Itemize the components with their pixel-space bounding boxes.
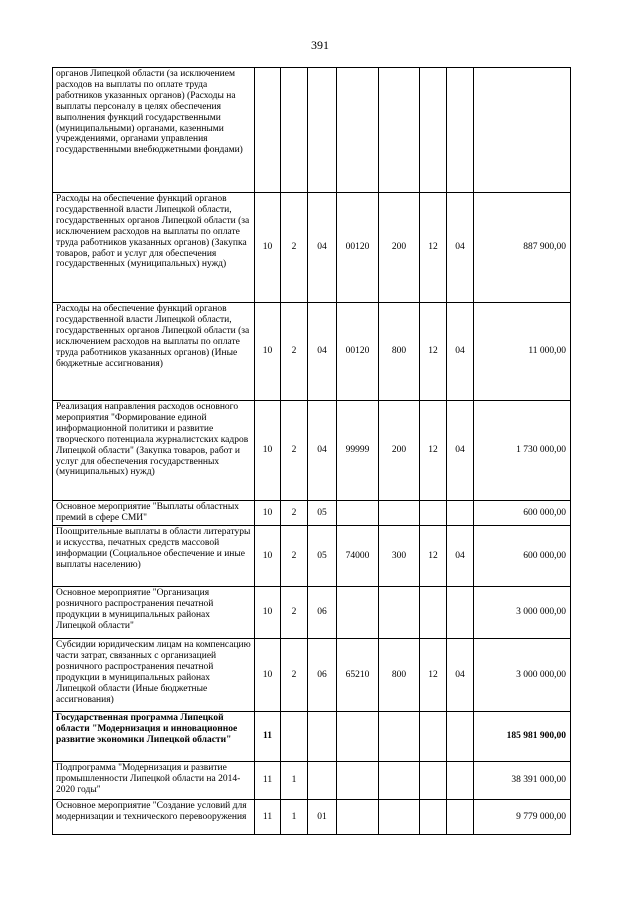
subprogram-code-cell: 2 (281, 501, 308, 526)
expense-type-cell (379, 712, 420, 762)
expense-type-cell: 200 (379, 401, 420, 501)
subprogram-code-cell: 2 (281, 587, 308, 639)
table-row (53, 193, 571, 303)
page-number: 391 (311, 38, 329, 52)
row-name-cell: Основное мероприятие "Организация розничного распространения печатной продукции в муниципальных районах Липецкой области" (53, 587, 255, 639)
amount-cell: 3 000 000,00 (474, 587, 571, 639)
direction-code-cell: 74000 (337, 526, 379, 587)
event-code-cell: 06 (308, 639, 337, 712)
event-code-cell (308, 762, 337, 800)
event-code-cell: 04 (308, 401, 337, 501)
event-code-cell: 04 (308, 303, 337, 401)
row-name-cell: Основное мероприятие "Выплаты областных премий в сфере СМИ" (53, 501, 255, 526)
subprogram-code-cell: 2 (281, 639, 308, 712)
subprogram-code-cell: 2 (281, 526, 308, 587)
table-row (53, 526, 571, 587)
amount-cell: 600 000,00 (474, 501, 571, 526)
subsection-code-cell: 04 (447, 303, 474, 401)
table-row (53, 587, 571, 639)
expense-type-cell (379, 501, 420, 526)
expense-type-cell (379, 587, 420, 639)
amount-cell: 887 900,00 (474, 193, 571, 303)
section-code-cell (420, 800, 447, 835)
row-name-cell: Расходы на обеспечение функций органов государственной власти Липецкой области, государственных органов Липецкой области (за исключением расходов на выплаты по оплате труда работников указанных органов) (Иные бюджетные ассигнования) (53, 303, 255, 401)
direction-code-cell: 00120 (337, 193, 379, 303)
direction-code-cell: 65210 (337, 639, 379, 712)
direction-code-cell: 00120 (337, 303, 379, 401)
row-name-cell: Государственная программа Липецкой области "Модернизация и инновационное развитие экономики Липецкой области" (53, 712, 255, 762)
event-code-cell: 04 (308, 193, 337, 303)
section-code-cell: 12 (420, 639, 447, 712)
subsection-code-cell: 04 (447, 639, 474, 712)
section-code-cell: 12 (420, 526, 447, 587)
row-name-cell: Основное мероприятие "Создание условий для модернизации и технического перевооружения (53, 800, 255, 835)
program-code-cell: 10 (255, 639, 281, 712)
table-row (53, 401, 571, 501)
program-code-cell: 10 (255, 303, 281, 401)
section-code-cell (420, 712, 447, 762)
subsection-code-cell: 04 (447, 526, 474, 587)
direction-code-cell (337, 712, 379, 762)
table-row (53, 800, 571, 835)
table-row (53, 762, 571, 800)
direction-code-cell (337, 800, 379, 835)
expense-type-cell: 800 (379, 303, 420, 401)
direction-code-cell (337, 501, 379, 526)
expense-type-cell: 200 (379, 193, 420, 303)
row-name-cell: Поощрительные выплаты в области литературы и искусства, печатных средств массовой информации (Социальное обеспечение и иные выплаты населению) (53, 526, 255, 587)
program-code-cell: 10 (255, 501, 281, 526)
event-code-cell: 01 (308, 800, 337, 835)
table-row (53, 639, 571, 712)
expense-type-cell (379, 762, 420, 800)
subprogram-code-cell: 2 (281, 193, 308, 303)
subsection-code-cell (447, 762, 474, 800)
program-code-cell: 11 (255, 712, 281, 762)
subsection-code-cell (447, 68, 474, 193)
event-code-cell: 05 (308, 526, 337, 587)
row-name-cell: органов Липецкой области (за исключением расходов на выплаты по оплате труда работников указанных органов) (Расходы на выплаты персоналу в целях обеспечения выполнения функций государственными (муниципальными) органами, казенными учреждениями, органами управления государственными внебюджетными фондами) (53, 68, 255, 193)
section-code-cell (420, 501, 447, 526)
subsection-code-cell: 04 (447, 401, 474, 501)
section-code-cell: 12 (420, 401, 447, 501)
subprogram-code-cell: 2 (281, 401, 308, 501)
program-code-cell: 10 (255, 193, 281, 303)
amount-cell: 38 391 000,00 (474, 762, 571, 800)
direction-code-cell (337, 587, 379, 639)
amount-cell: 9 779 000,00 (474, 800, 571, 835)
table-body (53, 68, 571, 835)
table-row (53, 68, 571, 193)
subsection-code-cell: 04 (447, 193, 474, 303)
subprogram-code-cell (281, 68, 308, 193)
section-code-cell (420, 762, 447, 800)
subprogram-code-cell: 1 (281, 800, 308, 835)
expense-type-cell: 800 (379, 639, 420, 712)
amount-cell (474, 68, 571, 193)
subsection-code-cell (447, 800, 474, 835)
expense-type-cell (379, 800, 420, 835)
direction-code-cell (337, 762, 379, 800)
subsection-code-cell (447, 712, 474, 762)
table-row (53, 303, 571, 401)
amount-cell: 600 000,00 (474, 526, 571, 587)
program-code-cell: 11 (255, 762, 281, 800)
section-code-cell: 12 (420, 193, 447, 303)
amount-cell: 3 000 000,00 (474, 639, 571, 712)
subsection-code-cell (447, 501, 474, 526)
row-name-cell: Реализация направления расходов основного мероприятия "Формирование единой информационной политики и развитие творческого потенциала журналистских кадров Липецкой области" (Закупка товаров, работ и услуг для обеспечения государственных (муниципальных) нужд) (53, 401, 255, 501)
direction-code-cell: 99999 (337, 401, 379, 501)
table-row (53, 501, 571, 526)
budget-table (52, 67, 571, 835)
amount-cell: 11 000,00 (474, 303, 571, 401)
program-code-cell: 10 (255, 526, 281, 587)
program-code-cell: 11 (255, 800, 281, 835)
section-code-cell: 12 (420, 303, 447, 401)
program-code-cell: 10 (255, 587, 281, 639)
table-row (53, 712, 571, 762)
amount-cell: 1 730 000,00 (474, 401, 571, 501)
event-code-cell (308, 68, 337, 193)
subprogram-code-cell: 2 (281, 303, 308, 401)
section-code-cell (420, 68, 447, 193)
program-code-cell (255, 68, 281, 193)
subsection-code-cell (447, 587, 474, 639)
event-code-cell: 05 (308, 501, 337, 526)
row-name-cell: Расходы на обеспечение функций органов государственной власти Липецкой области, государственных органов Липецкой области (за исключением расходов на выплаты по оплате труда работников указанных органов) (Закупка товаров, работ и услуг для обеспечения государственных (муниципальных) нужд) (53, 193, 255, 303)
subprogram-code-cell (281, 712, 308, 762)
expense-type-cell: 300 (379, 526, 420, 587)
section-code-cell (420, 587, 447, 639)
subprogram-code-cell: 1 (281, 762, 308, 800)
event-code-cell (308, 712, 337, 762)
row-name-cell: Субсидии юридическим лицам на компенсацию части затрат, связанных с организацией розничного распространения печатной продукции в муниципальных районах Липецкой области (Иные бюджетные ассигнования) (53, 639, 255, 712)
row-name-cell: Подпрограмма "Модернизация и развитие промышленности Липецкой области на 2014-2020 годы" (53, 762, 255, 800)
event-code-cell: 06 (308, 587, 337, 639)
program-code-cell: 10 (255, 401, 281, 501)
expense-type-cell (379, 68, 420, 193)
amount-cell: 185 981 900,00 (474, 712, 571, 762)
direction-code-cell (337, 68, 379, 193)
